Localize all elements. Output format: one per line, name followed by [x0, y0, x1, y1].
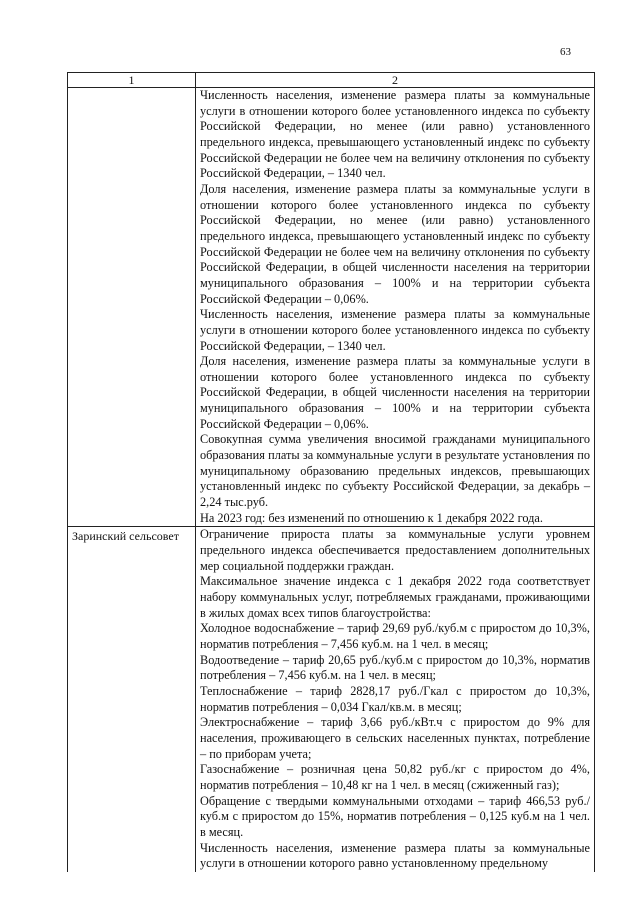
paragraph: Холодное водоснабжение – тариф 29,69 руб./куб.м с приростом до 10,3%, норматив потребления – 7,456 куб.м. на 1 чел. в месяц;	[200, 621, 590, 651]
paragraph: Обращение с твердыми коммунальными отходами – тариф 466,53 руб./куб.м с приростом до 15%, норматив потребления – 0,125 куб.м на 1 чел. в месяц.	[200, 793, 590, 839]
paragraph: Газоснабжение – розничная цена 50,82 руб./кг с приростом до 4%, норматив потребления – 10,48 кг на 1 чел. в месяц (сжиженный газ);	[200, 762, 590, 792]
paragraph: Электроснабжение – тариф 3,66 руб./кВт.ч с приростом до 9% для населения, проживающего в сельских населенных пунктах, потребление – по приборам учета;	[200, 715, 590, 761]
page-number: 63	[560, 46, 571, 58]
header-cell-1: 1	[68, 73, 196, 88]
table-row	[68, 88, 595, 527]
paragraph: Доля населения, изменение размера платы за коммунальные услуги в отношении которого более установленного индекса по субъекту Российской Федерации, но менее (или равно) установленного предельного индекса, превышающего установленный индекс по субъекту Российской Федерации не более чем на величину отклонения по субъекту Российской Федерации, в общей численности населения на территории муниципального образования – 100% и на территории субъекта Российской Федерации – 0,06%.	[200, 181, 590, 306]
paragraph: Совокупная сумма увеличения вносимой гражданами муниципального образования платы за коммунальные услуги в результате установления по муниципальному образованию предельных индексов, превышающих установленный индекс по субъекту Российской Федерации, за декабрь – 2,24 тыс.руб.	[200, 432, 590, 510]
document-table	[67, 72, 595, 872]
header-cell-2: 2	[196, 73, 595, 88]
content-cell	[196, 527, 595, 872]
table-header-row	[68, 73, 595, 88]
paragraph: На 2023 год: без изменений по отношению к 1 декабря 2022 года.	[200, 510, 543, 525]
paragraph: Численность населения, изменение размера платы за коммунальные услуги в отношении которого более установленного индекса по субъекту Российской Федерации, – 1340 чел.	[200, 307, 590, 353]
paragraph: Максимальное значение индекса с 1 декабря 2022 года соответствует набору коммунальных услуг, потребляемых гражданами, проживающими в жилых домах всех типов благоустройства:	[200, 574, 590, 620]
paragraph: Ограничение прироста платы за коммунальные услуги уровнем предельного индекса обеспечивается предоставлением дополнительных мер социальной поддержки граждан.	[200, 527, 590, 573]
paragraph: Теплоснабжение – тариф 2828,17 руб./Гкал с приростом до 10,3%, норматив потребления – 0,034 Гкал/кв.м. в месяц;	[200, 683, 590, 714]
region-cell	[68, 88, 196, 527]
paragraph: Численность населения, изменение размера платы за коммунальные услуги в отношении которого более установленного индекса по субъекту Российской Федерации, но менее (или равно) установленного предельного индекса, превышающего установленный индекс по субъекту Российской Федерации не более чем на величину отклонения по субъекту Российской Федерации, – 1340 чел.	[200, 88, 590, 181]
content-cell	[196, 88, 595, 527]
region-cell: Заринский сельсовет	[68, 527, 196, 872]
table-row	[68, 527, 595, 872]
paragraph: Численность населения, изменение размера платы за коммунальные услуги в отношении которого равно установленному предельному	[200, 840, 590, 871]
paragraph: Доля населения, изменение размера платы за коммунальные услуги в отношении которого более установленного индекса по субъекту Российской Федерации, в общей численности населения на территории муниципального образования – 100% и на территории субъекта Российской Федерации – 0,06%.	[200, 354, 590, 431]
paragraph: Водоотведение – тариф 20,65 руб./куб.м с приростом до 10,3%, норматив потребления – 7,456 куб.м. на 1 чел. в месяц;	[200, 652, 590, 683]
